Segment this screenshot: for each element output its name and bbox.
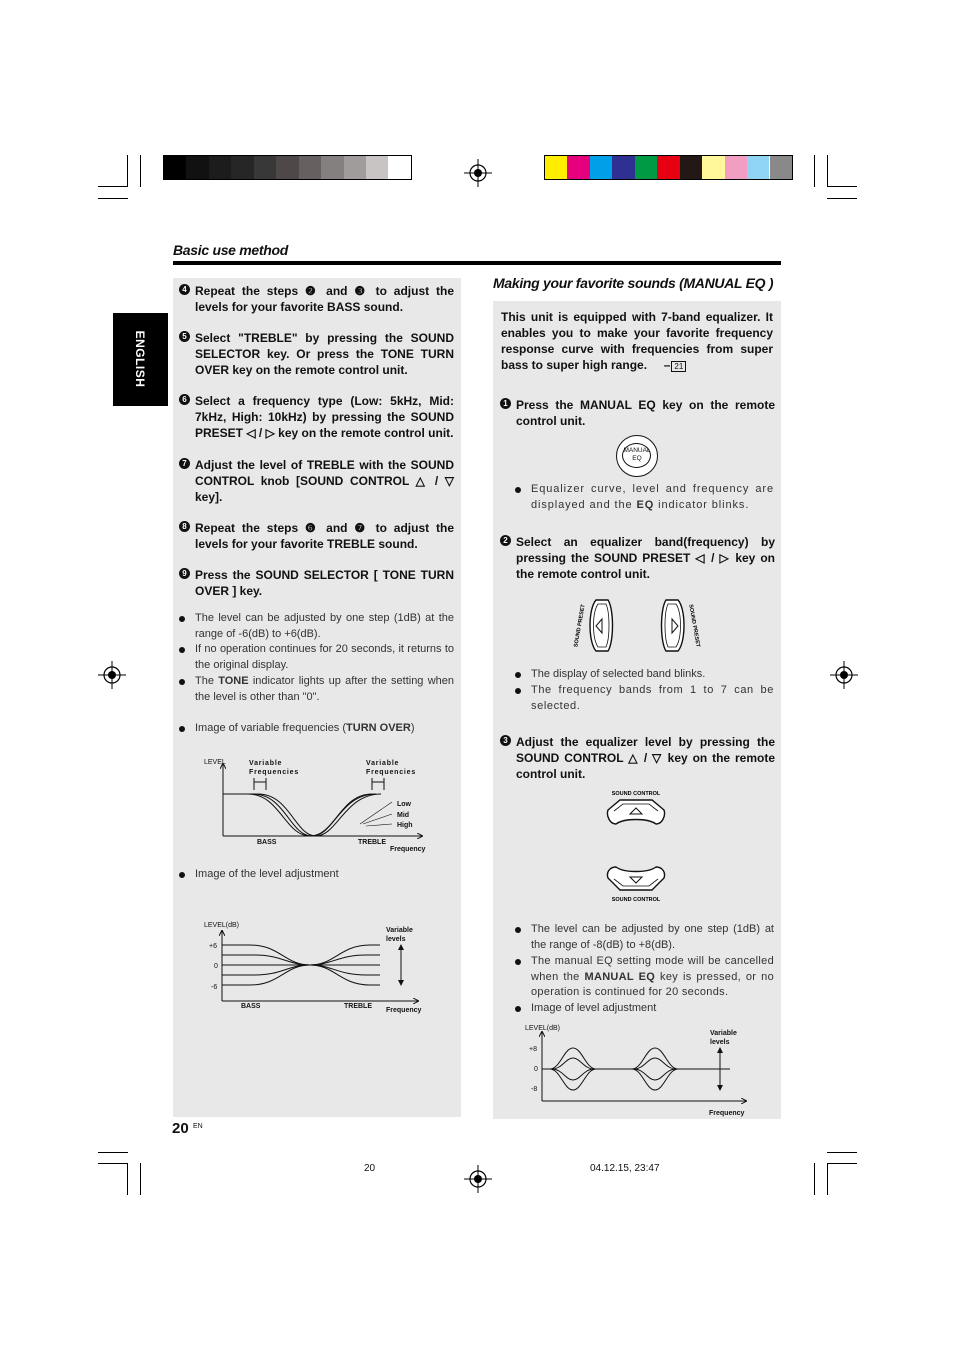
footer-page-number: 20: [364, 1163, 376, 1174]
gray-swatch: [186, 156, 208, 179]
registration-target-top: [464, 159, 492, 187]
footer-timestamp: 04.12.15, 23:47: [590, 1163, 660, 1174]
manual-eq-button-icon: MANUAL EQ: [616, 435, 658, 477]
note-band-blinks: The display of selected band blinks.: [515, 667, 774, 683]
svg-text:-8: -8: [531, 1086, 538, 1093]
note-band-range: The frequency bands from 1 to 7 can be selected.: [515, 683, 774, 714]
header-rule: [173, 261, 781, 265]
gray-swatch: [344, 156, 366, 179]
svg-text:Variable: Variable: [366, 760, 400, 767]
svg-text:Variable: Variable: [386, 927, 413, 934]
svg-text:+6: +6: [209, 943, 217, 950]
color-bar: [544, 155, 793, 180]
color-swatch: [545, 156, 567, 179]
gray-swatch: [164, 156, 186, 179]
registration-target-right: [830, 661, 858, 689]
svg-text:SOUND PRESET: SOUND PRESET: [573, 603, 587, 648]
color-swatch: [657, 156, 679, 179]
note-level-range: The level can be adjusted by one step (1dB) at the range of -6(dB) to +6(dB).: [179, 611, 454, 642]
svg-text:BASS: BASS: [241, 1003, 261, 1010]
svg-text:LEVEL(dB): LEVEL(dB): [204, 922, 240, 929]
svg-text:levels: levels: [386, 936, 406, 943]
manual-eq-intro: This unit is equipped with 7-band equalizer. It enables you to make your favorite frequency response curve with frequencies from super bass to super high range. – 21: [501, 310, 773, 372]
svg-text:-6: -6: [211, 984, 218, 991]
svg-text:TREBLE: TREBLE: [358, 839, 386, 846]
svg-text:SOUND CONTROL: SOUND CONTROL: [611, 791, 661, 797]
page-language-suffix: EN: [193, 1123, 203, 1130]
gray-color-bar: [163, 155, 412, 180]
svg-text:Variable: Variable: [249, 760, 283, 767]
svg-text:+8: +8: [529, 1046, 537, 1053]
color-swatch: [725, 156, 747, 179]
svg-text:Mid: Mid: [397, 812, 410, 819]
color-swatch: [635, 156, 657, 179]
color-swatch: [590, 156, 612, 179]
svg-text:levels: levels: [710, 1039, 730, 1046]
note-timeout: If no operation continues for 20 seconds, it returns to the original display.: [179, 642, 454, 673]
language-tab-label: ENGLISH: [133, 330, 147, 388]
eq-step-2: 2 Select an equalizer band(frequency) by pressing the SOUND PRESET ◁ / ▷ key on the remote control unit.: [500, 534, 775, 582]
color-swatch: [567, 156, 589, 179]
manual-eq-title: Making your favorite sounds (MANUAL EQ ): [493, 275, 774, 291]
note-eq-cancel: The manual EQ setting mode will be cancelled when the MANUAL EQ key is pressed, or no operation is continued for 20 seconds.: [515, 954, 774, 1001]
note-tone-indicator: The TONE indicator lights up after the setting when the level is other than "0".: [179, 674, 454, 705]
gray-swatch: [209, 156, 231, 179]
svg-text:0: 0: [534, 1066, 538, 1073]
step-4: 4 Repeat the steps ❷ and ❸ to adjust the levels for your favorite BASS sound.: [179, 283, 454, 315]
sound-preset-buttons-icon: [572, 597, 702, 655]
color-swatch: [680, 156, 702, 179]
svg-text:0: 0: [214, 963, 218, 970]
color-swatch: [702, 156, 724, 179]
page-reference-icon: 21: [671, 361, 686, 372]
svg-text:Frequency: Frequency: [709, 1110, 745, 1117]
svg-text:SOUND PRESET: SOUND PRESET: [687, 603, 701, 648]
svg-text:Frequency: Frequency: [386, 1007, 422, 1014]
registration-target-left: [98, 661, 126, 689]
svg-text:Frequency: Frequency: [390, 846, 426, 853]
step-5: 5 Select "TREBLE" by pressing the SOUND SELECTOR key. Or press the TONE TURN OVER key on the remote control unit.: [179, 330, 454, 378]
svg-text:Low: Low: [397, 801, 411, 808]
gray-swatch: [366, 156, 388, 179]
section-title: Basic use method: [173, 242, 289, 258]
svg-text:Frequencies: Frequencies: [366, 769, 417, 776]
page-number: 20: [172, 1120, 189, 1137]
svg-text:Variable: Variable: [710, 1030, 737, 1037]
step-9: 9 Press the SOUND SELECTOR [ TONE TURN OVER ] key.: [179, 567, 454, 599]
step-8: 8 Repeat the steps ❻ and ❼ to adjust the levels for your favorite TREBLE sound.: [179, 520, 454, 552]
gray-swatch: [276, 156, 298, 179]
svg-text:TREBLE: TREBLE: [344, 1003, 372, 1010]
caption-eq-level-adjustment: Image of level adjustment: [515, 1001, 774, 1017]
variable-frequencies-diagram: [200, 752, 440, 857]
note-eq-level-range: The level can be adjusted by one step (1dB) at the range of -8(dB) to +8(dB).: [515, 922, 774, 953]
color-swatch: [612, 156, 634, 179]
note-eq-indicator: Equalizer curve, level and frequency are displayed and the EQ indicator blinks.: [515, 482, 774, 513]
gray-swatch: [254, 156, 276, 179]
step-7: 7 Adjust the level of TREBLE with the SOUND CONTROL knob [SOUND CONTROL △ / ▽ key].: [179, 457, 454, 505]
step-6: 6 Select a frequency type (Low: 5kHz, Mid: 7kHz, High: 10kHz) by pressing the SOUND PRESET ◁ / ▷ key on the remote control unit.: [179, 393, 454, 441]
gray-swatch: [389, 156, 411, 179]
gray-swatch: [231, 156, 253, 179]
caption-level-adjustment: Image of the level adjustment: [179, 867, 454, 883]
eq-level-adjustment-diagram: [520, 1018, 760, 1120]
freq-level-label: LEVEL: [204, 759, 226, 766]
level-adjustment-diagram: [200, 915, 430, 1017]
svg-text:BASS: BASS: [257, 839, 277, 846]
sound-control-down-icon: [604, 864, 668, 908]
eq-step-3: 3 Adjust the equalizer level by pressing the SOUND CONTROL △ / ▽ key on the remote control unit.: [500, 734, 775, 782]
language-tab: [113, 313, 168, 406]
color-swatch: [747, 156, 769, 179]
eq-step-1: 1 Press the MANUAL EQ key on the remote control unit.: [500, 397, 775, 429]
gray-swatch: [299, 156, 321, 179]
registration-target-bottom: [464, 1165, 492, 1193]
gray-swatch: [321, 156, 343, 179]
svg-text:Frequencies: Frequencies: [249, 769, 300, 776]
svg-text:LEVEL(dB): LEVEL(dB): [525, 1025, 561, 1032]
caption-variable-frequencies: Image of variable frequencies (TURN OVER): [179, 721, 454, 737]
svg-text:SOUND CONTROL: SOUND CONTROL: [611, 897, 661, 903]
svg-text:High: High: [397, 822, 413, 829]
color-swatch: [770, 156, 792, 179]
sound-control-up-icon: [604, 786, 668, 830]
